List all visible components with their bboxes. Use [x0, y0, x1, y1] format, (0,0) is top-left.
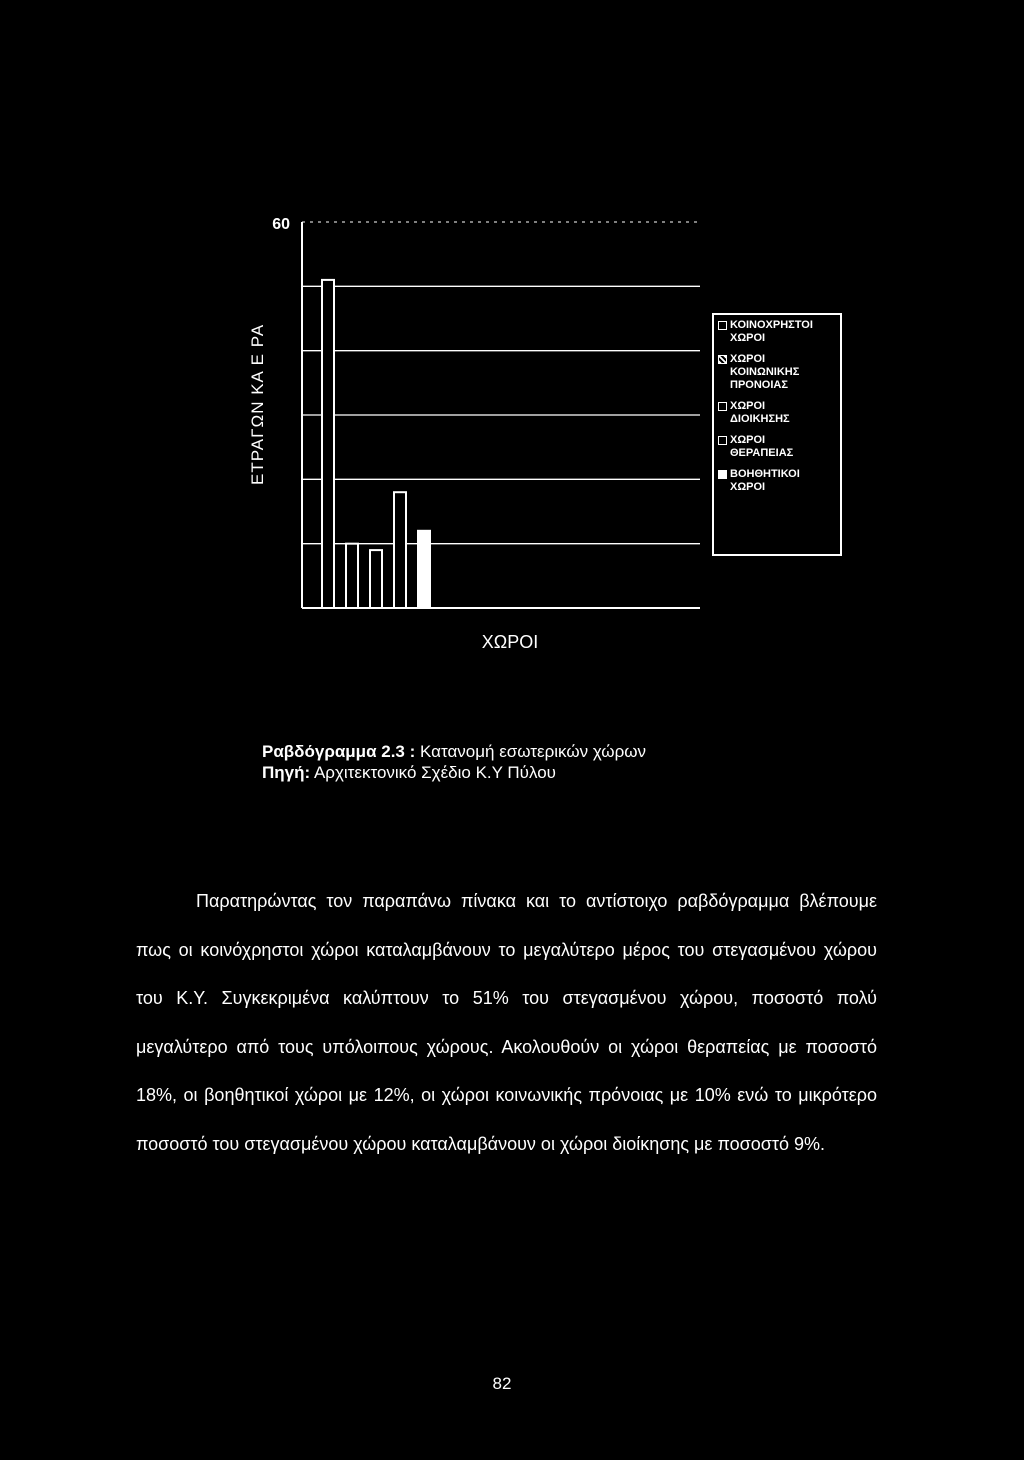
- page-number: 82: [492, 1374, 512, 1393]
- y-axis-title: ΕΤΡΑΓΩΝ ΚΑ Ε ΡΑ: [248, 323, 267, 485]
- y-tick-label: 60: [272, 216, 290, 233]
- legend-swatch-icon: [718, 436, 727, 445]
- source-label: Πηγή:: [262, 763, 311, 782]
- bar: [418, 531, 430, 608]
- bar-chart: [0, 0, 1024, 680]
- legend-label: ΒΟΗΘΗΤΙΚΟΙ ΧΩΡΟΙ: [730, 468, 800, 493]
- bar: [346, 544, 358, 608]
- figure-caption: [262, 741, 646, 783]
- bar: [370, 550, 382, 608]
- legend-item-common-areas: [718, 319, 836, 345]
- bar: [394, 492, 406, 608]
- legend-item-administration: [718, 400, 836, 426]
- caption-text: Κατανομή εσωτερικών χώρων: [420, 742, 647, 761]
- legend-label: ΧΩΡΟΙ ΚΟΙΝΩΝΙΚΗΣ ΠΡΟΝΟΙΑΣ: [730, 353, 800, 391]
- legend-item-social-care: [718, 353, 836, 392]
- legend-swatch-icon: [718, 355, 727, 364]
- legend-label: ΚΟΙΝΟΧΡΗΣΤΟΙ ΧΩΡΟΙ: [730, 319, 813, 344]
- source-text: Αρχιτεκτονικό Σχέδιο Κ.Υ Πύλου: [313, 763, 556, 782]
- legend-swatch-icon: [718, 470, 727, 479]
- legend-swatch-icon: [718, 321, 727, 330]
- legend-item-therapy: [718, 434, 836, 460]
- caption-label: Ραβδόγραμμα 2.3 :: [262, 742, 416, 761]
- legend-label: ΧΩΡΟΙ ΘΕΡΑΠΕΙΑΣ: [730, 434, 794, 459]
- x-axis-title: ΧΩΡΟΙ: [481, 632, 539, 652]
- legend-swatch-icon: [718, 402, 727, 411]
- legend-label: ΧΩΡΟΙ ΔΙΟΙΚΗΣΗΣ: [730, 400, 790, 425]
- bar: [322, 280, 334, 608]
- chart-legend: [712, 313, 842, 556]
- legend-item-auxiliary: [718, 468, 836, 494]
- body-paragraph: Παρατηρώντας τον παραπάνω πίνακα και το αντίστοιχο ραβδόγραμμα βλέπουμε πως οι κοινόχρηστοι χώροι καταλαμβάνουν το μεγαλύτερο μέρος του στεγασμένου χώρου του Κ.Υ. Συγκεκριμένα καλύπτουν το 51% του στεγασμένου χώρου, ποσοστό πολύ μεγαλύτερο από τους υπόλοιπους χώρους. Ακολουθούν οι χώροι θεραπείας με ποσοστό 18%, οι βοηθητικοί χώροι με 12%, οι χώροι κοινωνικής πρόνοιας με 10% ενώ το μικρότερο ποσοστό του στεγασμένου χώρου καταλαμβάνουν οι χώροι διοίκησης με ποσοστό 9%.: [136, 891, 877, 1154]
